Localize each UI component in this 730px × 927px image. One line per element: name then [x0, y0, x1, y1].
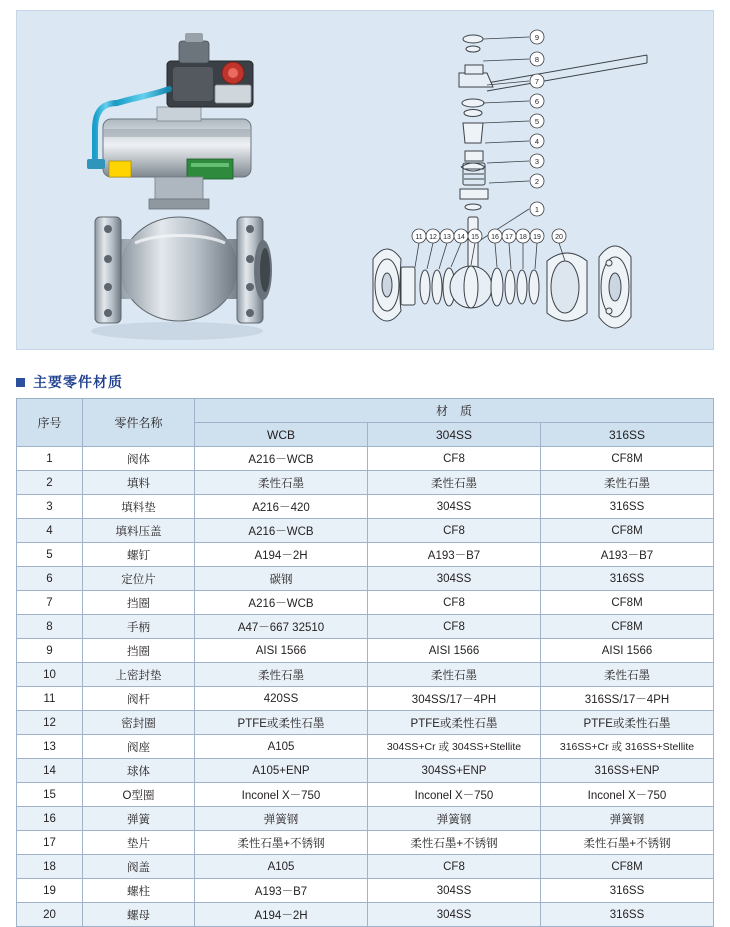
- table-row: [17, 591, 714, 615]
- illustration-panel: [16, 10, 714, 350]
- svg-text:16: 16: [491, 234, 499, 241]
- cell-316ss: 316SS: [541, 879, 714, 903]
- bullet-square-icon: [16, 378, 25, 387]
- cell-wcb: Inconel X－750: [195, 783, 368, 807]
- cell-no: 7: [17, 591, 83, 615]
- table-row: [17, 855, 714, 879]
- cell-wcb: A216－WCB: [195, 447, 368, 471]
- cell-part-name: 阀盖: [83, 855, 195, 879]
- cell-316ss: 柔性石墨+不锈钢: [541, 831, 714, 855]
- cell-wcb: A105: [195, 735, 368, 759]
- cell-304ss: CF8: [368, 591, 541, 615]
- cell-304ss: 304SS: [368, 567, 541, 591]
- svg-text:3: 3: [534, 157, 540, 166]
- svg-text:8: 8: [534, 55, 540, 64]
- cell-wcb: A216－420: [195, 495, 368, 519]
- header-material-group: 材 质: [195, 399, 714, 423]
- cell-no: 11: [17, 687, 83, 711]
- cell-wcb: A216－WCB: [195, 519, 368, 543]
- header-material-316ss: 316SS: [541, 423, 714, 447]
- svg-text:15: 15: [471, 234, 479, 241]
- cell-304ss: 304SS+Cr 或 304SS+Stellite: [368, 735, 541, 759]
- cell-no: 1: [17, 447, 83, 471]
- cell-part-name: 阀体: [83, 447, 195, 471]
- cell-304ss: 304SS: [368, 903, 541, 927]
- cell-wcb: 柔性石墨: [195, 471, 368, 495]
- cell-no: 17: [17, 831, 83, 855]
- cell-wcb: A105+ENP: [195, 759, 368, 783]
- table-row: [17, 687, 714, 711]
- svg-text:18: 18: [519, 234, 527, 241]
- cell-316ss: 316SS: [541, 495, 714, 519]
- svg-text:14: 14: [457, 234, 465, 241]
- cell-316ss: 柔性石墨: [541, 471, 714, 495]
- cell-part-name: 螺柱: [83, 879, 195, 903]
- table-row: [17, 519, 714, 543]
- cell-part-name: 螺钉: [83, 543, 195, 567]
- svg-text:12: 12: [429, 234, 437, 241]
- cell-no: 10: [17, 663, 83, 687]
- cell-316ss: 316SS: [541, 903, 714, 927]
- cell-no: 12: [17, 711, 83, 735]
- cell-part-name: 阀杆: [83, 687, 195, 711]
- cell-wcb: 420SS: [195, 687, 368, 711]
- cell-304ss: PTFE或柔性石墨: [368, 711, 541, 735]
- cell-wcb: 柔性石墨+不锈钢: [195, 831, 368, 855]
- cell-316ss: 316SS/17－4PH: [541, 687, 714, 711]
- svg-text:5: 5: [534, 117, 540, 126]
- cell-wcb: 碳钢: [195, 567, 368, 591]
- exploded-diagram: [347, 11, 715, 351]
- header-material-304ss: 304SS: [368, 423, 541, 447]
- cell-no: 6: [17, 567, 83, 591]
- table-body: [17, 447, 714, 927]
- cell-no: 9: [17, 639, 83, 663]
- cell-no: 15: [17, 783, 83, 807]
- cell-wcb: AISI 1566: [195, 639, 368, 663]
- cell-304ss: 柔性石墨+不锈钢: [368, 831, 541, 855]
- cell-304ss: AISI 1566: [368, 639, 541, 663]
- cell-no: 13: [17, 735, 83, 759]
- cell-wcb: 柔性石墨: [195, 663, 368, 687]
- table-row: [17, 663, 714, 687]
- cell-wcb: 弹簧钢: [195, 807, 368, 831]
- cell-316ss: CF8M: [541, 615, 714, 639]
- cell-304ss: CF8: [368, 855, 541, 879]
- cell-no: 20: [17, 903, 83, 927]
- svg-text:19: 19: [533, 234, 541, 241]
- cell-part-name: O型圈: [83, 783, 195, 807]
- cell-part-name: 球体: [83, 759, 195, 783]
- svg-text:9: 9: [534, 33, 540, 42]
- cell-wcb: A47－667 32510: [195, 615, 368, 639]
- cell-316ss: 弹簧钢: [541, 807, 714, 831]
- cell-316ss: 316SS+ENP: [541, 759, 714, 783]
- table-row: [17, 879, 714, 903]
- svg-text:13: 13: [443, 234, 451, 241]
- table-row: [17, 639, 714, 663]
- cell-wcb: A105: [195, 855, 368, 879]
- cell-304ss: CF8: [368, 519, 541, 543]
- cell-part-name: 定位片: [83, 567, 195, 591]
- cell-304ss: 304SS+ENP: [368, 759, 541, 783]
- svg-text:17: 17: [505, 234, 513, 241]
- cell-part-name: 填料: [83, 471, 195, 495]
- table-row: [17, 831, 714, 855]
- section-title: 主要零件材质: [33, 374, 123, 390]
- cell-no: 16: [17, 807, 83, 831]
- svg-text:2: 2: [534, 177, 540, 186]
- cell-no: 4: [17, 519, 83, 543]
- cell-304ss: 弹簧钢: [368, 807, 541, 831]
- cell-no: 14: [17, 759, 83, 783]
- table-row: [17, 615, 714, 639]
- table-row: [17, 471, 714, 495]
- table-row: [17, 567, 714, 591]
- cell-wcb: PTFE或柔性石墨: [195, 711, 368, 735]
- cell-wcb: A194－2H: [195, 903, 368, 927]
- svg-text:7: 7: [534, 77, 540, 86]
- svg-text:11: 11: [415, 234, 423, 241]
- header-part-name: 零件名称: [83, 399, 195, 447]
- table-row: [17, 735, 714, 759]
- cell-304ss: A193－B7: [368, 543, 541, 567]
- cell-part-name: 密封圈: [83, 711, 195, 735]
- cell-316ss: 316SS+Cr 或 316SS+Stellite: [541, 735, 714, 759]
- cell-316ss: 柔性石墨: [541, 663, 714, 687]
- cell-no: 19: [17, 879, 83, 903]
- svg-text:1: 1: [534, 205, 540, 214]
- header-no: 序号: [17, 399, 83, 447]
- cell-part-name: 上密封垫: [83, 663, 195, 687]
- cell-316ss: PTFE或柔性石墨: [541, 711, 714, 735]
- cell-304ss: 304SS/17－4PH: [368, 687, 541, 711]
- cell-part-name: 弹簧: [83, 807, 195, 831]
- cell-304ss: 304SS: [368, 879, 541, 903]
- cell-304ss: 柔性石墨: [368, 663, 541, 687]
- cell-part-name: 挡圈: [83, 639, 195, 663]
- cell-316ss: Inconel X－750: [541, 783, 714, 807]
- cell-part-name: 填料垫: [83, 495, 195, 519]
- cell-304ss: CF8: [368, 615, 541, 639]
- cell-wcb: A193－B7: [195, 879, 368, 903]
- cell-no: 8: [17, 615, 83, 639]
- header-material-wcb: WCB: [195, 423, 368, 447]
- cell-wcb: A194－2H: [195, 543, 368, 567]
- cell-wcb: A216－WCB: [195, 591, 368, 615]
- cell-316ss: A193－B7: [541, 543, 714, 567]
- cell-no: 2: [17, 471, 83, 495]
- cell-part-name: 垫片: [83, 831, 195, 855]
- cell-316ss: CF8M: [541, 591, 714, 615]
- cell-316ss: AISI 1566: [541, 639, 714, 663]
- cell-part-name: 挡圈: [83, 591, 195, 615]
- table-row: [17, 759, 714, 783]
- svg-text:4: 4: [534, 137, 540, 146]
- table-row: [17, 495, 714, 519]
- cell-316ss: CF8M: [541, 447, 714, 471]
- cell-304ss: 柔性石墨: [368, 471, 541, 495]
- cell-316ss: CF8M: [541, 855, 714, 879]
- table-row: [17, 807, 714, 831]
- section-heading: [16, 372, 123, 392]
- cell-part-name: 填料压盖: [83, 519, 195, 543]
- parts-material-table: [16, 398, 714, 927]
- table-head: [17, 399, 714, 447]
- svg-text:20: 20: [555, 234, 563, 241]
- cell-part-name: 手柄: [83, 615, 195, 639]
- svg-text:6: 6: [534, 97, 540, 106]
- cell-304ss: 304SS: [368, 495, 541, 519]
- cell-304ss: CF8: [368, 447, 541, 471]
- table-row: [17, 447, 714, 471]
- cell-304ss: Inconel X－750: [368, 783, 541, 807]
- cell-316ss: CF8M: [541, 519, 714, 543]
- cell-no: 5: [17, 543, 83, 567]
- cell-part-name: 阀座: [83, 735, 195, 759]
- cell-316ss: 316SS: [541, 567, 714, 591]
- valve-photo: [17, 11, 347, 351]
- table-row: [17, 543, 714, 567]
- cell-no: 3: [17, 495, 83, 519]
- table-header-row-1: [17, 399, 714, 423]
- cell-part-name: 螺母: [83, 903, 195, 927]
- cell-no: 18: [17, 855, 83, 879]
- table-row: [17, 783, 714, 807]
- table-row: [17, 711, 714, 735]
